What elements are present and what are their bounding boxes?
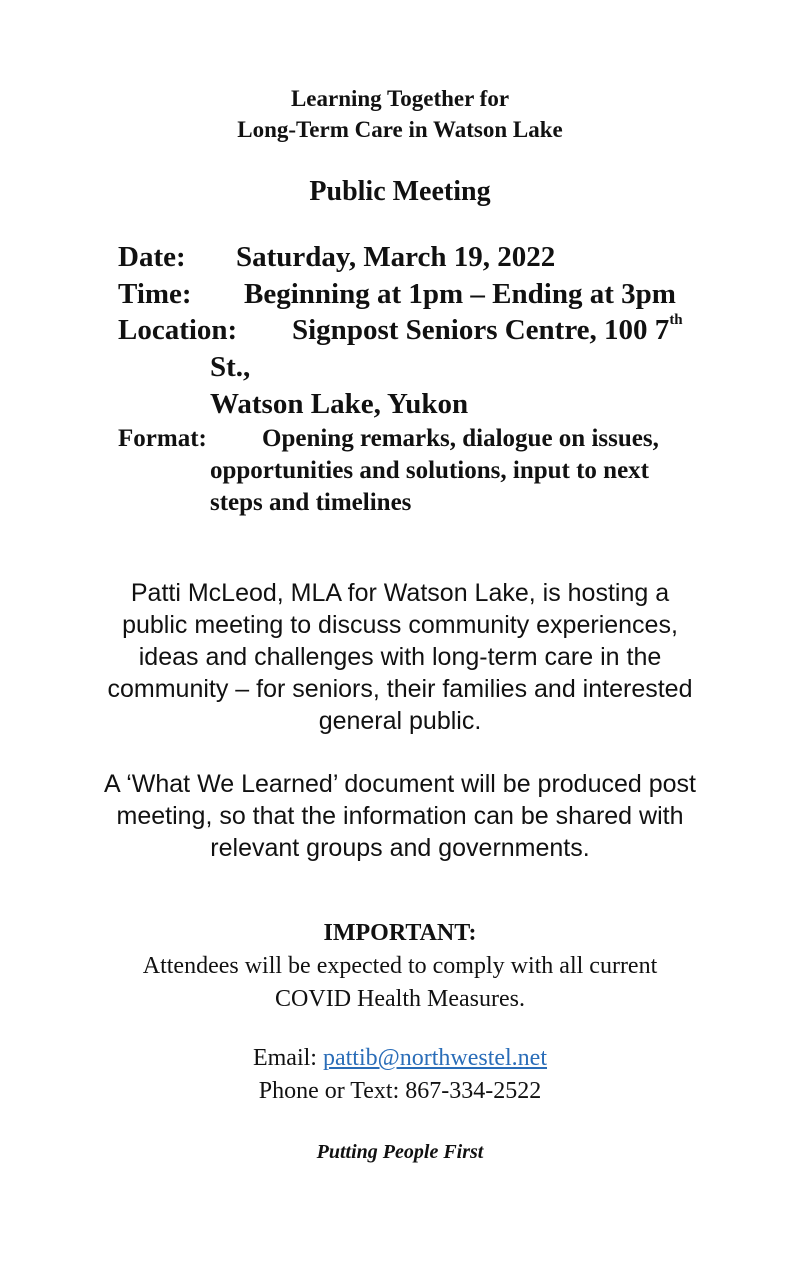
format-line-3: steps and timelines	[210, 489, 412, 516]
paragraph-1-line-5: general public.	[318, 707, 482, 735]
title-line-2: Long-Term Care in Watson Lake	[237, 117, 563, 142]
location-address: Signpost Seniors Centre, 100 7	[292, 314, 670, 346]
date-label: Date:	[118, 241, 186, 273]
location-superscript: th	[669, 312, 683, 328]
email-link[interactable]: pattib@northwestel.net	[322, 1045, 548, 1071]
paragraph-1-line-1: Patti McLeod, MLA for Watson Lake, is hosting a	[130, 579, 670, 607]
paragraph-2-line-1: A ‘What We Learned’ document will be produced post	[103, 770, 696, 798]
format-label: Format:	[118, 425, 207, 452]
time-label: Time:	[118, 278, 192, 310]
title-line-1: Learning Together for	[290, 86, 510, 111]
phone-label: Phone or Text:	[258, 1078, 406, 1104]
paragraph-2-line-3: relevant groups and governments.	[210, 834, 590, 862]
location-value-line-1	[292, 314, 683, 347]
tagline: Putting People First	[316, 1141, 484, 1163]
paragraph-1-line-4: community – for seniors, their families and interested	[107, 675, 693, 703]
format-line-2: opportunities and solutions, input to next	[210, 457, 650, 484]
email-label: Email:	[252, 1045, 323, 1071]
format-line-1: Opening remarks, dialogue on issues,	[262, 425, 659, 452]
time-value: Beginning at 1pm – Ending at 3pm	[244, 278, 676, 310]
paragraph-2-line-2: meeting, so that the information can be shared with	[116, 802, 684, 830]
important-line-2: COVID Health Measures.	[275, 986, 525, 1012]
paragraph-1-line-3: ideas and challenges with long-term care in the	[138, 643, 662, 671]
meeting-type-heading: Public Meeting	[309, 176, 491, 207]
paragraph-1-line-2: public meeting to discuss community experiences,	[122, 611, 678, 639]
location-value-line-2: St.,	[210, 351, 251, 383]
location-value-line-3: Watson Lake, Yukon	[210, 388, 469, 420]
location-label: Location:	[118, 314, 238, 346]
email-line	[0, 1045, 800, 1072]
phone-value: 867-334-2522	[405, 1078, 542, 1104]
date-value: Saturday, March 19, 2022	[236, 241, 556, 273]
important-heading: IMPORTANT:	[323, 920, 477, 946]
important-line-1: Attendees will be expected to comply with all current	[142, 953, 658, 979]
phone-line	[0, 1078, 800, 1105]
